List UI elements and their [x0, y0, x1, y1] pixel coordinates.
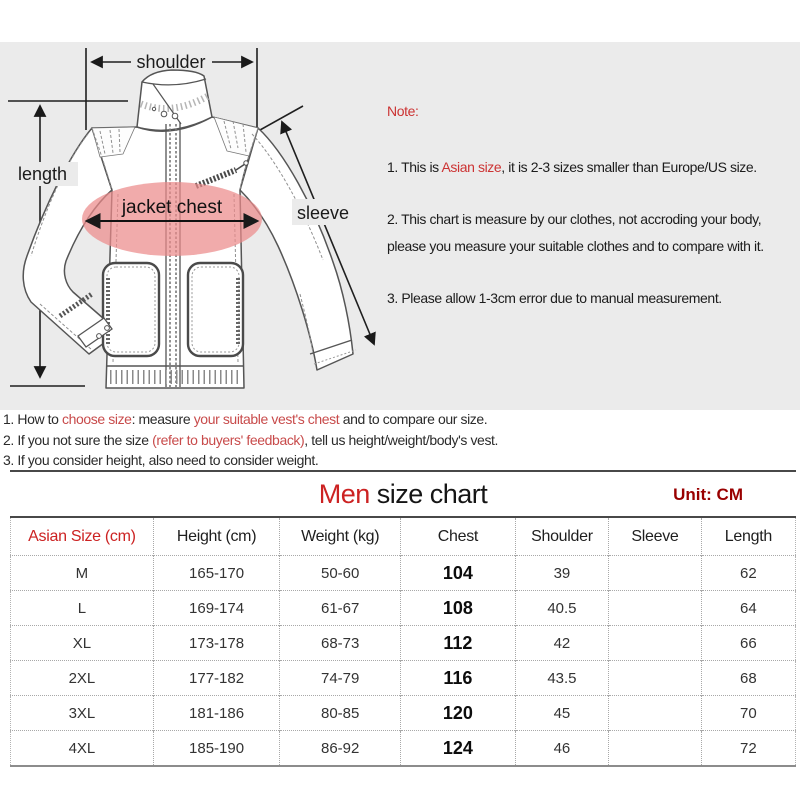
cell-shoulder: 42: [515, 626, 608, 661]
cell-sleeve: [609, 556, 702, 591]
sleeve-label: sleeve: [297, 203, 350, 223]
cell-length: 62: [701, 556, 795, 591]
cell-weight: 74-79: [280, 661, 401, 696]
right-pocket: [188, 263, 243, 356]
cell-size: L: [77, 599, 87, 617]
tip-line-2: [3, 430, 793, 451]
tip-1-p2: : measure: [131, 411, 194, 427]
length-label: length: [18, 164, 68, 184]
cell-height: 173-178: [153, 626, 279, 661]
tip-2-p2: , tell us height/weight/body's vest.: [304, 431, 499, 448]
cell-chest: 116: [401, 661, 516, 696]
diagram-note-band: [0, 42, 800, 410]
cell-size: M: [75, 564, 89, 582]
cell-length: 68: [701, 661, 795, 696]
tip-1-p4: and to compare our size.: [339, 411, 488, 427]
cell-shoulder: 39: [515, 556, 608, 591]
tip-2-p0: 2. If you not sure the size: [3, 431, 153, 448]
cell-chest: 112: [401, 626, 516, 661]
tip-1-p1: choose size: [62, 411, 132, 427]
cell-sleeve: [609, 661, 702, 696]
cell-chest: 108: [401, 591, 516, 626]
table-title-row: [10, 472, 796, 518]
size-row-2xl: [11, 661, 796, 696]
cell-chest: 104: [401, 556, 516, 591]
cell-length: 66: [701, 626, 795, 661]
header-row: [11, 518, 796, 556]
cell-shoulder: 45: [515, 696, 608, 731]
cell-size: 2XL: [68, 669, 96, 687]
cell-shoulder: 46: [515, 731, 608, 767]
cell-length: 70: [701, 696, 795, 731]
col-header-chest: Chest: [401, 518, 516, 556]
jacket-diagram: [0, 42, 385, 410]
note-item-1-post: , it is 2-3 sizes smaller than Europe/US size.: [501, 159, 757, 175]
cell-weight: 80-85: [280, 696, 401, 731]
cell-shoulder: 40.5: [515, 591, 608, 626]
sleeve-pointer: [260, 106, 303, 130]
cell-sleeve: [609, 696, 702, 731]
note-item-2-line1: 2. This chart is measure by our clothes, not accroding your body,: [387, 211, 762, 227]
left-pocket: [103, 263, 159, 356]
cell-sleeve: [609, 626, 702, 661]
col-header-asian-size: Asian Size (cm): [28, 527, 136, 545]
table-title-rest: size chart: [369, 479, 488, 509]
tips-section: [3, 409, 793, 471]
table-title-accent: Men: [318, 479, 370, 509]
col-header-sleeve: Sleeve: [609, 518, 702, 556]
cell-size: 3XL: [68, 704, 96, 722]
size-row-4xl: [11, 731, 796, 767]
note-item-1-pre: 1. This is: [387, 159, 442, 175]
cell-size: 4XL: [68, 739, 96, 757]
cell-height: 169-174: [153, 591, 279, 626]
cell-weight: 68-73: [280, 626, 401, 661]
tip-line-3: 3. If you consider height, also need to consider weight.: [3, 452, 319, 468]
note-item-3: 3. Please allow 1-3cm error due to manual measurement.: [387, 290, 722, 306]
cell-chest: 124: [401, 731, 516, 767]
size-row-l: [11, 591, 796, 626]
cell-sleeve: [609, 591, 702, 626]
cell-weight: 86-92: [280, 731, 401, 767]
cell-height: 165-170: [153, 556, 279, 591]
cell-length: 72: [701, 731, 795, 767]
cell-sleeve: [609, 731, 702, 767]
tip-line-1: [3, 409, 793, 430]
right-sleeve: [240, 128, 353, 370]
size-row-3xl: [11, 696, 796, 731]
note-item-2: [387, 206, 800, 260]
note-item-1-highlight: Asian size: [441, 159, 502, 175]
cell-weight: 50-60: [280, 556, 401, 591]
cell-height: 185-190: [153, 731, 279, 767]
note-item-1: [387, 154, 800, 181]
tip-1-p3: your suitable vest's chest: [193, 411, 340, 427]
cell-weight: 61-67: [280, 591, 401, 626]
cell-size: XL: [72, 634, 92, 652]
note-panel: [387, 98, 800, 312]
note-title: Note:: [387, 103, 419, 119]
size-table-section: [10, 470, 796, 767]
chest-highlight-ellipse: [82, 182, 262, 256]
shoulder-label: shoulder: [136, 52, 206, 72]
cell-chest: 120: [401, 696, 516, 731]
cell-length: 64: [701, 591, 795, 626]
size-row-m: [11, 556, 796, 591]
col-header-weight: Weight (kg): [280, 518, 401, 556]
col-header-shoulder: Shoulder: [515, 518, 608, 556]
unit-label: Unit: CM: [673, 485, 743, 504]
col-header-length: Length: [701, 518, 795, 556]
tip-2-p1: (refer to buyers' feedback): [152, 431, 305, 448]
col-header-height: Height (cm): [153, 518, 279, 556]
collar: [137, 70, 212, 130]
cell-shoulder: 43.5: [515, 661, 608, 696]
size-row-xl: [11, 626, 796, 661]
jacket-chest-label: jacket chest: [121, 197, 223, 218]
cell-height: 181-186: [153, 696, 279, 731]
tip-1-p0: 1. How to: [3, 411, 63, 427]
note-item-2-line2: please you measure your suitable clothes and to compare with it.: [387, 238, 764, 254]
size-table: [10, 518, 796, 767]
cell-height: 177-182: [153, 661, 279, 696]
